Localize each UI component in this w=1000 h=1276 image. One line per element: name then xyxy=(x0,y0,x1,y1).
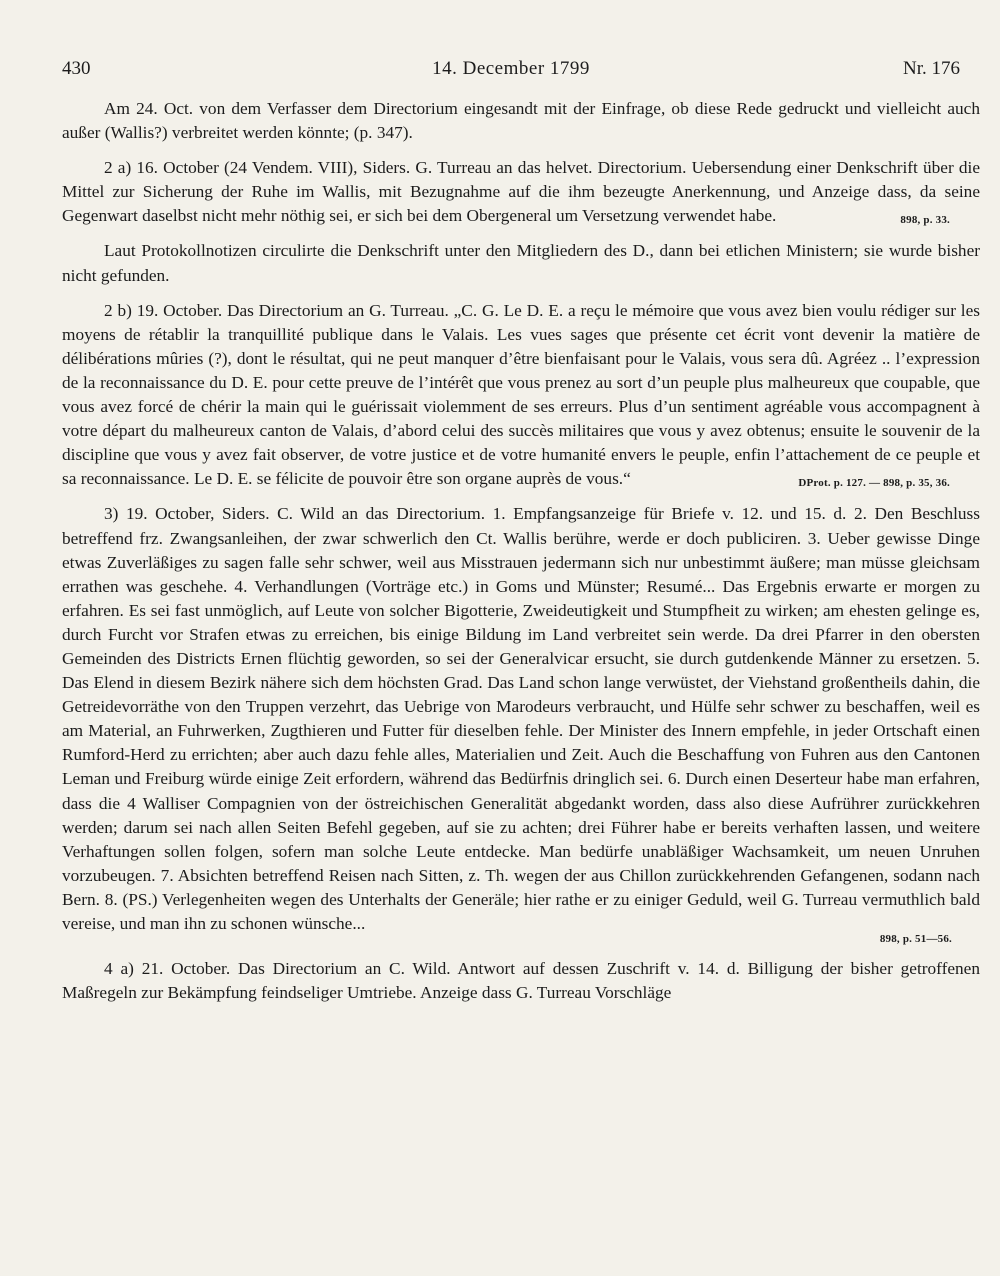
paragraph-3 xyxy=(62,502,980,946)
source-reference-3: 898, p. 51—56. xyxy=(879,933,952,946)
page-number: 430 xyxy=(62,58,91,79)
paragraph-4a xyxy=(62,957,980,1005)
header-date: 14. December 1799 xyxy=(432,58,590,79)
paragraph-2b-text: 2 b) 19. October. Das Directorium an G. Turreau. „C. G. Le D. E. a reçu le mémoire que vous avez bien voulu rédiger sur les moyens de rétablir la tranquillité publique dans le Valais. Les vues sages que présente cet écrit vont devenir la matière de délibérations mûries (?), dont le résultat, qui ne peut manquer d’être bienfaisant pour le Valais, vous sera dû. Agréez .. l’expression de la reconnaissance du D. E. pour cette preuve de l’intérêt que vous prenez au sort d’un peuple plus malheureux que coupable, que vous avez forcé de chérir la main qui le guérissait violemment de ses erreurs. Plus d’un sentiment agréable vous accompagnent à votre départ du malheureux canton de Valais, d’abord celui des succès militaires que vous y avez obtenus; ensuite le souvenir de la discipline que vous y avez fait observer, de votre justice et de votre humanité envers le peuple, enfin l’attachement de ce peuple et sa reconnaissance. Le D. E. se félicite de pouvoir être son organe auprès de vous.“ xyxy=(62,300,980,489)
paragraph-3-text: 3) 19. October, Siders. C. Wild an das Directorium. 1. Empfangsanzeige für Briefe v. 12. und 15. d. 2. Den Beschluss betreffend frz. Zwangsanleihen, der zwar schwerlich den Ct. Wallis berühre, werde er doch publiciren. 3. Ueber gewisse Dinge etwas Zuverläßiges zu sagen falle sehr schwer, weil aus Misstrauen jedermann sich nur unbestimmt äußere; man müsse gleichsam errathen was geschehe. 4. Verhandlungen (Vorträge etc.) in Goms und Münster; Resumé... Das Ergebnis erwarte er morgen zu erfahren. Es sei fast unmöglich, auf Leute von solcher Bigotterie, Zweideutigkeit und Stumpfheit zu wirken; am ehesten gelinge es, durch Furcht vor Strafen etwas zu erreichen, bis einige Bildung im Land verbreitet sein werde. Da drei Pfarrer in den obersten Gemeinden des Districts Ernen flüchtig geworden, so sei der Generalvicar ersucht, sie durch gutdenkende Männer zu ersetzen. 5. Das Elend in diesem Bezirk nähere sich dem höchsten Grad. Das Land schon lange verwüstet, der Viehstand großentheils dahin, die Getreidevorräthe von den Truppen verzehrt, das Uebrige von Marodeurs verbraucht, und Hülfe sehr schwer zu beschaffen, weil es am Material, an Fuhrwerken, Zugthieren und Futter für dieselben fehle. Der Minister des Innern empfehle, in jeder Ortschaft einen Rumford-Herd zu errichten; aber auch dazu fehle alles, Materialien und Zeit. Auch die Beschaffung von Fuhren aus den Cantonen Leman und Freiburg würde einige Zeit erfordern, während das Bedürfnis dringlich sei. 6. Durch einen Deserteur habe man erfahren, dass die 4 Walliser Compagnien von der östreichischen Generalität abgedankt worden, dass also diese Aufrührer zurückkehren werden; darum sei nach allen Seiten Befehl gegeben, auf sie zu achten; drei Führer habe er bereits verhaften lassen, und weitere Verhaftungen sollen folgen, sofern man solche Leute entdecke. Man bedürfe unabläßiger Wachsamkeit, um neuen Unruhen vorzubeugen. 7. Absichten betreffend Reisen nach Sitten, z. Th. wegen der aus Chillon zurückkehrenden Gefangenen, sodann nach Bern. 8. (PS.) Verlegenheiten wegen des Unterhalts der Generäle; hier rathe er zu einiger Geduld, weil G. Turreau vermuthlich bald vereise, und man ihn zu schonen wünsche... xyxy=(62,504,980,933)
paragraph-2a xyxy=(62,156,980,228)
running-header xyxy=(62,58,960,88)
body-text xyxy=(62,97,980,1016)
source-reference-2b: DProt. p. 127. — 898, p. 35, 36. xyxy=(798,477,950,490)
paragraph-protocol-note-text: Laut Protokollnotizen circulirte die Denkschrift unter den Mitgliedern des D., dann bei etlichen Ministern; sie wurde bisher nicht gefunden. xyxy=(62,241,980,285)
paragraph-2b xyxy=(62,299,980,492)
source-reference-2a: 898, p. 33. xyxy=(900,214,950,227)
paragraph-protocol-note xyxy=(62,239,980,287)
paragraph-1 xyxy=(62,97,980,145)
document-number: Nr. 176 xyxy=(903,58,960,79)
paragraph-1-text: Am 24. Oct. von dem Verfasser dem Directorium eingesandt mit der Einfrage, ob diese Rede gedruckt und vielleicht auch außer (Wallis?) verbreitet werden könnte; (p. 347). xyxy=(62,99,980,143)
paragraph-2a-text: 2 a) 16. October (24 Vendem. VIII), Siders. G. Turreau an das helvet. Directorium. Uebersendung einer Denkschrift über die Mittel zur Sicherung der Ruhe im Wallis, mit Bezugnahme auf die ihm bezeugte Anerkennung, und Anzeige dass, da seine Gegenwart daselbst nicht mehr nöthig sei, er sich bei dem Obergeneral um Versetzung verwendet habe. xyxy=(62,158,980,226)
paragraph-4a-text: 4 a) 21. October. Das Directorium an C. Wild. Antwort auf dessen Zuschrift v. 14. d. Billigung der bisher getroffenen Maßregeln zur Bekämpfung feindseliger Umtriebe. Anzeige dass G. Turreau Vorschläge xyxy=(62,959,980,1003)
